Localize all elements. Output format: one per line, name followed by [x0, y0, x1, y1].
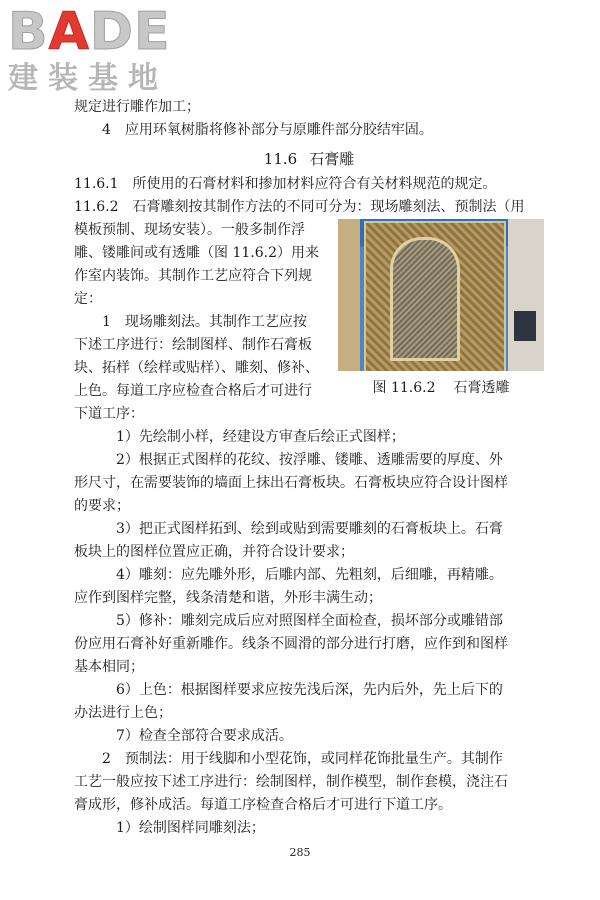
text-line: 7）检查全部符合要求成活。 — [116, 728, 293, 744]
text-line: 板块上的图样位置应正确，并符合设计要求； — [74, 544, 354, 560]
text-line: 2）根据正式图样的花纹、按浮雕、镂雕、透雕需要的厚度、外 — [116, 452, 503, 468]
text-line: 2 预制法：用于线脚和小型花饰，或同样花饰批量生产。其制作 — [102, 751, 503, 767]
document-body — [74, 96, 544, 840]
plaster-carving-photo — [338, 219, 544, 371]
text-line: 工艺一般应按下述工序进行：绘制图样，制作模型，制作套模，浇注石 — [74, 774, 508, 790]
body-text — [74, 403, 544, 840]
text-line: 形尺寸，在需要装饰的墙面上抹出石膏板块。石膏板块应符合设计图样 — [74, 475, 508, 491]
text-line: 膏成形，修补成活。每道工序检查合格后才可进行下道工序。 — [74, 797, 452, 813]
clause-11-6-2: 11.6.2 石膏雕刻按其制作方法的不同可分为：现场雕刻法、预制法（用 — [74, 199, 525, 215]
text-line: 1）绘制图样同雕刻法； — [116, 820, 265, 836]
section-number: 11.6 — [263, 150, 298, 168]
page-number: 285 — [289, 846, 311, 859]
text-line: 份应用石膏补好重新雕作。线条不圆滑的部分进行打磨，应作到和图样 — [74, 636, 508, 652]
figure-caption: 图 11.6.2 石膏透雕 — [372, 380, 510, 396]
text-line: 定： — [74, 291, 102, 307]
logo — [8, 4, 188, 96]
text-line: 3）把正式图样拓到、绘到或贴到需要雕刻的石膏板块上。石膏 — [116, 521, 503, 537]
text-line: 下道工序： — [74, 406, 144, 422]
text-line: 6）上色：根据图样要求应按先浅后深，先内后外，先上后下的 — [116, 682, 503, 698]
clause-11-6-1: 11.6.1 所使用的石膏材料和掺加材料应符合有关材料规范的规定。 — [74, 176, 497, 192]
text-line: 下述工序进行：绘制图样、制作石膏板 — [74, 337, 312, 353]
text-line: 1 现场雕刻法。其制作工艺应按 — [102, 314, 307, 330]
text-line: 的要求； — [74, 498, 130, 514]
logo-chinese-text: 建装基地 — [8, 61, 168, 96]
text-line: 4）雕刻：应先雕外形，后雕内部、先粗刻，后细雕，再精雕。 — [116, 567, 503, 583]
text-line: 上色。每道工序应检查合格后才可进行 — [74, 383, 312, 399]
text-line: 规定进行雕作加工； — [74, 99, 200, 115]
section-title: 石膏雕 — [309, 150, 355, 168]
text-line: 模板预制、现场安装）。一般多制作浮 — [74, 222, 305, 238]
text-line: 应作到图样完整，线条清楚和谐，外形丰满生动； — [74, 590, 382, 606]
text-line: 1）先绘制小样，经建设方审查后绘正式图样； — [116, 429, 405, 445]
text-line: 基本相同； — [74, 659, 144, 675]
figure-11-6-2 — [338, 219, 544, 400]
text-line: 雕、镂雕间或有透雕（图 11.6.2）用来 — [74, 245, 319, 261]
text-with-figure — [74, 219, 544, 403]
section-heading — [74, 148, 544, 171]
logo-wordmark: BADE — [8, 2, 171, 62]
text-line: 4 应用环氧树脂将修补部分与原雕件部分胶结牢固。 — [102, 122, 433, 138]
text-line: 块、拓样（绘样或贴样）、雕刻、修补、 — [74, 360, 319, 376]
text-line: 5）修补：雕刻完成后应对照图样全面检查，损坏部分或雕错部 — [116, 613, 503, 629]
text-line: 作室内装饰。其制作工艺应符合下列规 — [74, 268, 312, 284]
text-line: 办法进行上色； — [74, 705, 172, 721]
